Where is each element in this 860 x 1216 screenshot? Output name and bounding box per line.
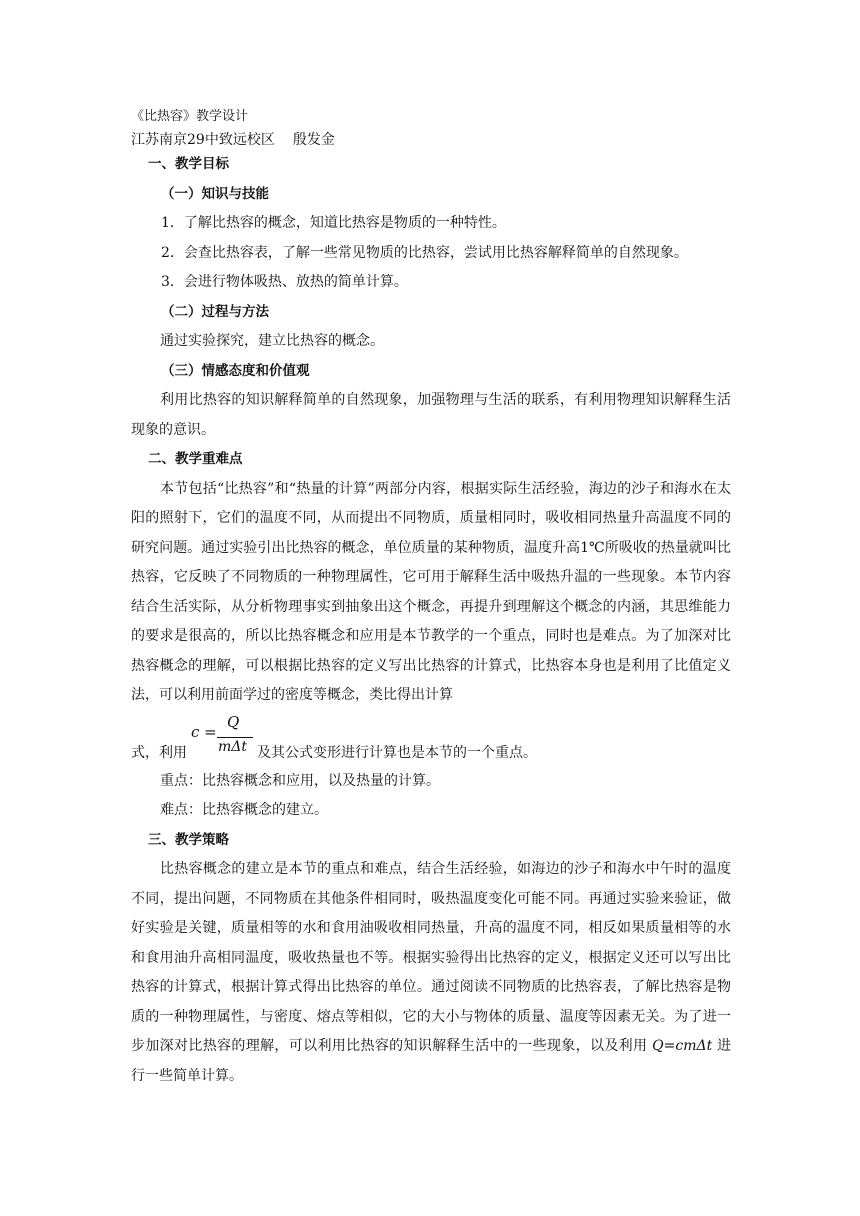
specific-heat-formula — [191, 713, 255, 763]
formula-lhs: c = — [191, 722, 217, 741]
attitude-values-text: 利用比热容的知识解释简单的自然现象，加强物理与生活的联系，有利用物理知识解释生活现象的意识。 — [131, 392, 731, 438]
strategy-inline-formula: Q=cmΔt — [652, 1038, 713, 1054]
difficult-point-line: 难点：比热容概念的建立。 — [160, 802, 328, 818]
fraction-bar — [217, 737, 253, 738]
author-name: 殷发金 — [292, 132, 335, 148]
formula-line — [131, 711, 731, 767]
document-title: 《比热容》教学设计 — [131, 109, 249, 124]
strategy-text-main: 比热容概念的建立是本节的重点和难点，结合生活经验，如海边的沙子和海水中午时的温度不同，提出问题，不同物质在其他条件相同时，吸热温度变化可能不同。再通过实验来验证，做好实验是关键，质量相等的水和食用油吸收相同热量，升高的温度不同，相反如果质量相等的水和食用油升高相同温度，吸收热量也不等。根据实验得出比热容的定义，根据定义还可以写出比热容的计算式，根据计算式得出比热容的单位。通过阅读不同物质的比热容表，了解比热容是物质的一种物理属性，与密度、熔点等相似，它的大小与物体的质量、温度等因素无关。为了进一步加深对比热容的理解，可以利用比热容的知识解释生活中的一些现象，以及利用 — [131, 861, 731, 1054]
document-body — [131, 150, 731, 1091]
formula-denominator: mΔt — [218, 738, 248, 755]
strategy-paragraph — [131, 855, 731, 1091]
key-point-line: 重点：比热容概念和应用，以及热量的计算。 — [160, 772, 440, 789]
process-method-text: 通过实验探究，建立比热容的概念。 — [160, 333, 384, 349]
subheading-process-method: （二）过程与方法 — [161, 303, 269, 320]
section-heading-objectives: 一、教学目标 — [148, 156, 229, 172]
objective-item-3: 3．会进行物体吸热、放热的简单计算。 — [161, 274, 408, 290]
section-heading-key-points: 二、教学重难点 — [148, 451, 243, 467]
formula-prefix: 式，利用 — [131, 744, 187, 761]
key-points-paragraph: 本节包括“比热容”和“热量的计算”两部分内容，根据实际生活经验，海边的沙子和海水在太阳的照射下，它们的温度不同，从而提出不同物质，质量相同时，吸收相同热量升高温度不同的研究问题。通过实验引出比热容的概念，单位质量的某种物质，温度升高1℃所吸收的热量就叫比热容，它反映了不同物质的一种物理属性，它可用于解释生活中吸热升温的一些现象。本节内容结合生活实际，从分析物理事实到抽象出这个概念，再提升到理解这个概念的内涵，其思维能力的要求是很高的，所以比热容概念和应用是本节教学的一个重点，同时也是难点。为了加深对比热容概念的理解，可以根据比热容的定义写出比热容的计算式，比热容本身也是利用了比值定义法，可以利用前面学过的密度等概念，类比得出计算 — [131, 480, 731, 703]
author-school: 江苏南京29中致远校区 — [131, 132, 275, 148]
subheading-attitude-values: （三）情感态度和价值观 — [161, 362, 310, 379]
subheading-knowledge-skills: （一）知识与技能 — [161, 185, 269, 202]
author-line — [131, 130, 335, 150]
section-heading-strategy: 三、教学策略 — [148, 831, 229, 848]
formula-suffix: 及其公式变形进行计算也是本节的一个重点。 — [257, 744, 537, 761]
strategy-text-end: 进行一些简单计算。 — [131, 1038, 731, 1084]
objective-item-2: 2．会查比热容表，了解一些常见物质的比热容，尝试用比热容解释简单的自然现象。 — [161, 244, 688, 261]
formula-numerator: Q — [227, 712, 240, 731]
objective-item-1: 1．了解比热容的概念，知道比热容是物质的一种特性。 — [161, 215, 506, 231]
